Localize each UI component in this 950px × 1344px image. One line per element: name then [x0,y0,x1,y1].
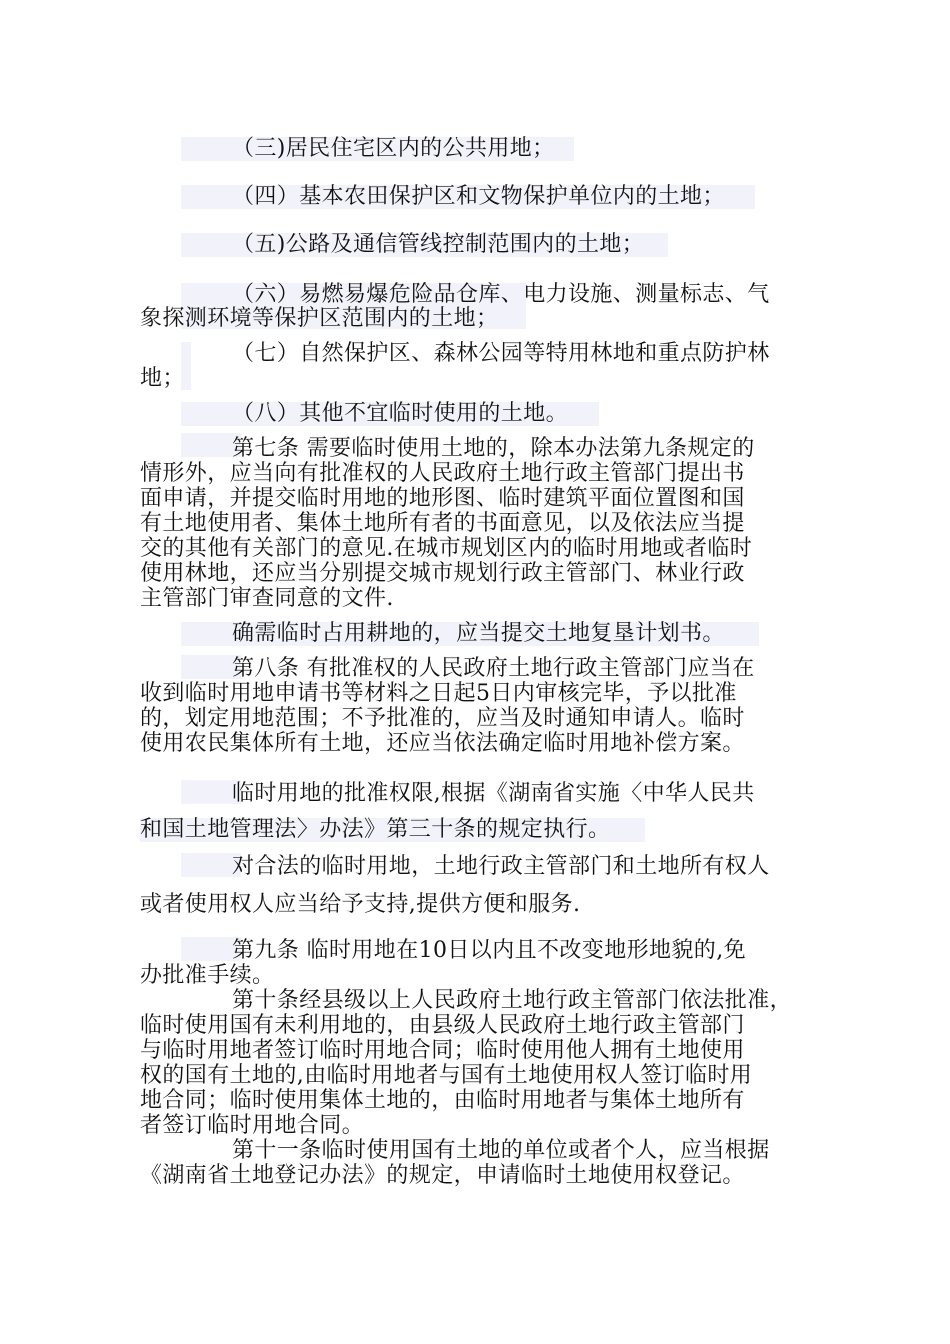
doc-line: 地合同；临时使用集体土地的，由临时用地者与集体土地所有 [140,1088,745,1113]
doc-line: 的，划定用地范围；不予批准的，应当及时通知申请人。临时 [140,706,745,731]
doc-line: 确需临时占用耕地的，应当提交土地复垦计划书。 [232,621,725,646]
doc-line: 主管部门审查同意的文件. [140,586,394,611]
doc-line: 第十条经县级以上人民政府土地行政主管部门依法批准， [232,988,793,1013]
doc-line: （五)公路及通信管线控制范围内的土地； [232,232,645,257]
doc-line: 与临时用地者签订临时用地合同；临时使用他人拥有土地使用 [140,1038,745,1063]
doc-line: 《湖南省土地登记办法》的规定，申请临时土地使用权登记。 [140,1163,745,1188]
doc-line: 临时使用国有未利用地的，由县级人民政府土地行政主管部门 [140,1013,745,1038]
doc-line: 权的国有土地的,由临时用地者与国有土地使用权人签订临时用 [140,1063,753,1088]
doc-line: 和国土地管理法〉办法》第三十条的规定执行。 [140,817,611,842]
doc-line: （四）基本农田保护区和文物保护单位内的土地； [232,184,725,209]
doc-line: 地； [140,366,185,391]
doc-line: （七）自然保护区、森林公园等特用林地和重点防护林 [232,341,770,366]
doc-line: 者签订临时用地合同。 [140,1113,365,1138]
doc-line: 使用农民集体所有土地，还应当依法确定临时用地补偿方案。 [140,731,745,756]
doc-line: （八）其他不宜临时使用的土地。 [232,401,569,426]
doc-line: 第十一条临时使用国有土地的单位或者个人，应当根据 [232,1138,770,1163]
doc-line: 情形外，应当向有批准权的人民政府土地行政主管部门提出书 [140,461,745,486]
doc-line: 有土地使用者、集体土地所有者的书面意见，以及依法应当提 [140,511,745,536]
doc-line: 对合法的临时用地，土地行政主管部门和土地所有权人 [232,854,770,879]
doc-line: 办批准手续。 [140,963,275,988]
doc-line: 象探测环境等保护区范围内的土地； [140,306,499,331]
doc-line: 临时用地的批准权限,根据《湖南省实施〈中华人民共 [232,781,755,806]
doc-line: （六）易燃易爆危险品仓库、电力设施、测量标志、气 [232,282,770,307]
doc-line: 使用林地，还应当分别提交城市规划行政主管部门、林业行政 [140,561,745,586]
doc-line: 第八条 有批准权的人民政府土地行政主管部门应当在 [232,656,755,681]
doc-line: 交的其他有关部门的意见.在城市规划区内的临时用地或者临时 [140,536,753,561]
doc-line: （三)居民住宅区内的公共用地； [232,136,555,161]
doc-line: 面申请，并提交临时用地的地形图、临时建筑平面位置图和国 [140,486,745,511]
doc-line: 第九条 临时用地在10日以内且不改变地形地貌的,免 [232,938,746,963]
doc-line: 收到临时用地申请书等材料之日起5日内审核完毕，予以批准 [140,681,737,706]
doc-line: 第七条 需要临时使用土地的，除本办法第九条规定的 [232,436,755,461]
doc-line: 或者使用权人应当给予支持,提供方便和服务. [140,892,581,917]
